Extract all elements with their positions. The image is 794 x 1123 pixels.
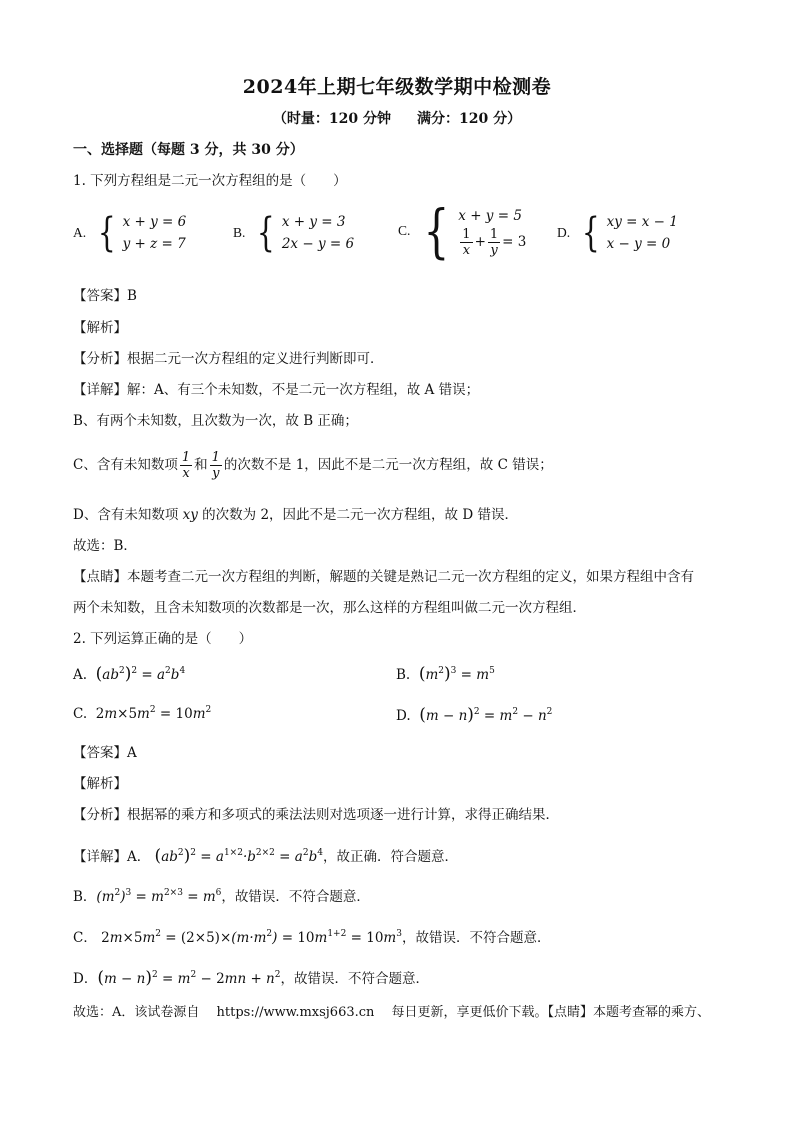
- q1-detail-b: B、有两个未知数，且次数为一次，故 B 正确；: [73, 413, 358, 429]
- q2-stem: 2. 下列运算正确的是（ ）: [73, 631, 253, 647]
- q2-answer: 【答案】A: [73, 745, 137, 761]
- q2-detail-a: 【详解】A． $(ab^2)^2 = a^{1\times 2}\cdot b^{2\times 2} = a^2b^4$，故正确．符合题意．: [73, 846, 458, 866]
- q1-detail-a: 【详解】解：A、有三个未知数，不是二元一次方程组，故 A 错误；: [73, 382, 480, 398]
- q2-analysis: 【分析】根据幂的乘方和多项式的乘法法则对选项逐一进行计算，求得正确结果．: [73, 807, 559, 823]
- q2-option-c: C. $2m\times 5m^2 = 10m^2$: [73, 705, 212, 722]
- brace: {: [581, 210, 600, 256]
- brace: {: [97, 210, 116, 256]
- q1-detail-d: D、含有未知数项 xy 的次数为 2，因此不是二元一次方程组，故 D 错误．: [73, 507, 518, 523]
- q2-option-b: B. $(m^2)^3 = m^5$: [396, 664, 495, 684]
- q2-footer: 故选：A．该试卷源自 https://www.mxsj663.cn 每日更新，享更低价下载。【点睛】本题考查幂的乘方、: [73, 1005, 711, 1020]
- q1-option-d: D. { xy = x − 1 x − y = 0: [557, 210, 678, 256]
- q1-choose: 故选：B．: [73, 538, 137, 554]
- q1-analysis: 【分析】根据二元一次方程组的定义进行判断即可．: [73, 351, 384, 367]
- q2-detail-c: C． $2m\times 5m^2 = (2\times 5)\times(m\cdot m^2) = 10m^{1+2} = 10m^3$，故错误．不符合题意．: [73, 929, 551, 946]
- q1-analysis-label: 【解析】: [73, 320, 127, 336]
- exam-score: 满分：120 分）: [417, 111, 522, 127]
- brace: {: [257, 210, 276, 256]
- q2-detail-b: B．$(m^2)^3 = m^{2\times 3} = m^6$，故错误．不符合题意．: [73, 888, 370, 905]
- q2-option-d: D. $(m - n)^2 = m^2 - n^2$: [396, 705, 553, 725]
- q1-stem: 1. 下列方程组是二元一次方程组的是（ ）: [73, 173, 347, 189]
- exam-info: [0, 108, 794, 128]
- q2-detail-d: D．$(m - n)^2 = m^2 - 2mn + n^2$，故错误．不符合题意．: [73, 968, 429, 988]
- page-title: 2024年上期七年级数学期中检测卷: [242, 76, 552, 98]
- q2-analysis-label: 【解析】: [73, 776, 127, 792]
- exam-time: （时量：120 分钟: [272, 111, 391, 127]
- section-heading: 一、选择题（每题 3 分，共 30 分）: [73, 142, 304, 158]
- brace: {: [423, 197, 450, 265]
- q2-option-a: A. $(ab^2)^2 = a^2b^4$: [73, 664, 186, 684]
- q1-detail-c: C、含有未知数项 $\frac{1}{x}$ 和 $\frac{1}{y}$ 的次数不是 1，因此不是二元一次方程组，故 C 错误；: [73, 450, 553, 481]
- q1-option-a: A. { x + y = 6 y + z = 7: [73, 210, 187, 256]
- q1-option-b: B. { x + y = 3 2x − y = 6: [233, 210, 355, 256]
- q1-comment-1: 【点睛】本题考查二元一次方程组的判断，解题的关键是熟记二元一次方程组的定义，如果方程组中含有: [73, 569, 694, 585]
- q1-comment-2: 两个未知数，且含未知数项的次数都是一次，那么这样的方程组叫做二元一次方程组．: [73, 600, 586, 616]
- q1-answer: 【答案】B: [73, 288, 137, 304]
- q1-option-c: C. { x + y = 5 $\frac{1}{x}$ + $\frac{1}{y}$ = 3: [398, 197, 527, 265]
